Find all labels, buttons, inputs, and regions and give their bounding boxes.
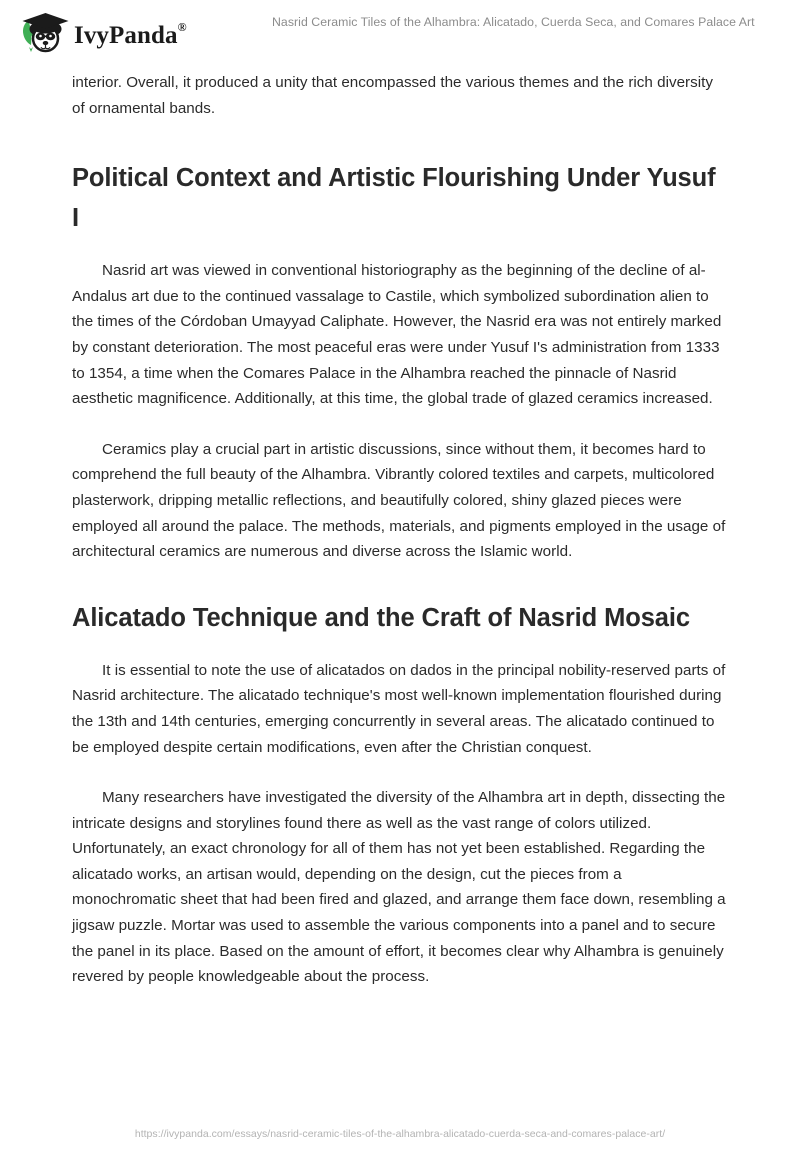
section-heading-block — [72, 158, 726, 238]
page-header — [0, 0, 800, 62]
ivypanda-logo[interactable] — [18, 10, 187, 56]
page-title: Alicatado Technique and the Craft of Nasrid Mosaic — [72, 603, 690, 632]
registered-trademark-symbol: ® — [177, 20, 187, 35]
document-title: Nasrid Ceramic Tiles of the Alhambra: Alicatado, Cuerda Seca, and Comares Palace Art — [272, 15, 755, 29]
section-heading-block — [72, 598, 726, 638]
document-body — [72, 70, 726, 990]
paragraph-continued: interior. Overall, it produced a unity that encompassed the various themes and the rich diversity of ornamental bands. — [72, 74, 713, 117]
brand-wordmark: IvyPanda® — [74, 20, 187, 49]
page-title: Political Context and Artistic Flourishing Under Yusuf I — [72, 164, 716, 233]
paragraph: It is essential to note the use of alicatados on dados in the principal nobility-reserved parts of Nasrid architecture. The alicatado technique's most well-known implementation flourished during the 13th and 14th centuries, emerging concurrently in several areas. The alicatado continued to be employed despite certain modifications, even after the Christian conquest. — [72, 661, 726, 756]
panda-graduation-cap-icon — [18, 10, 70, 56]
paragraph: Ceramics play a crucial part in artistic discussions, since without them, it becomes hard to comprehend the full beauty of the Alhambra. Vibrantly colored textiles and carpets, multicolored plasterwork, dripping metallic reflections, and beautifully colored, shiny glazed pieces were employed all around the palace. The methods, materials, and pigments employed in the usage of architectural ceramics are numerous and diverse across the Islamic world. — [72, 440, 726, 561]
paragraph: Many researchers have investigated the diversity of the Alhambra art in depth, dissecting the intricate designs and storylines found there as well as the vast range of colors utilized. Unfortunately, an exact chronology for all of them has not yet been established. Regarding the alicatado works, an artisan would, depending on the design, cut the pieces from a monochromatic sheet that had been fired and glazed, and arrange them face down, resembling a jigsaw puzzle. Mortar was used to assemble the various components into a panel and to secure the panel in its place. Based on the amount of effort, it becomes clear why Alhambra is genuinely revered by people knowledgeable about the process. — [72, 789, 726, 986]
paragraph: Nasrid art was viewed in conventional historiography as the beginning of the decline of al-Andalus art due to the continued vassalage to Castile, which symbolized subordination alien to the times of the Córdoban Umayyad Caliphate. However, the Nasrid era was not entirely marked by constant deterioration. The most peaceful eras were under Yusuf I's administration from 1333 to 1354, a time when the Comares Palace in the Alhambra reached the pinnacle of Nasrid aesthetic magnificence. Additionally, at this time, the global trade of glazed ceramics increased. — [72, 262, 722, 408]
page-footer — [0, 1124, 800, 1142]
source-url-link[interactable]: https://ivypanda.com/essays/nasrid-ceramic-tiles-of-the-alhambra-alicatado-cuerda-seca-and-comares-palace-art/ — [134, 1128, 666, 1140]
